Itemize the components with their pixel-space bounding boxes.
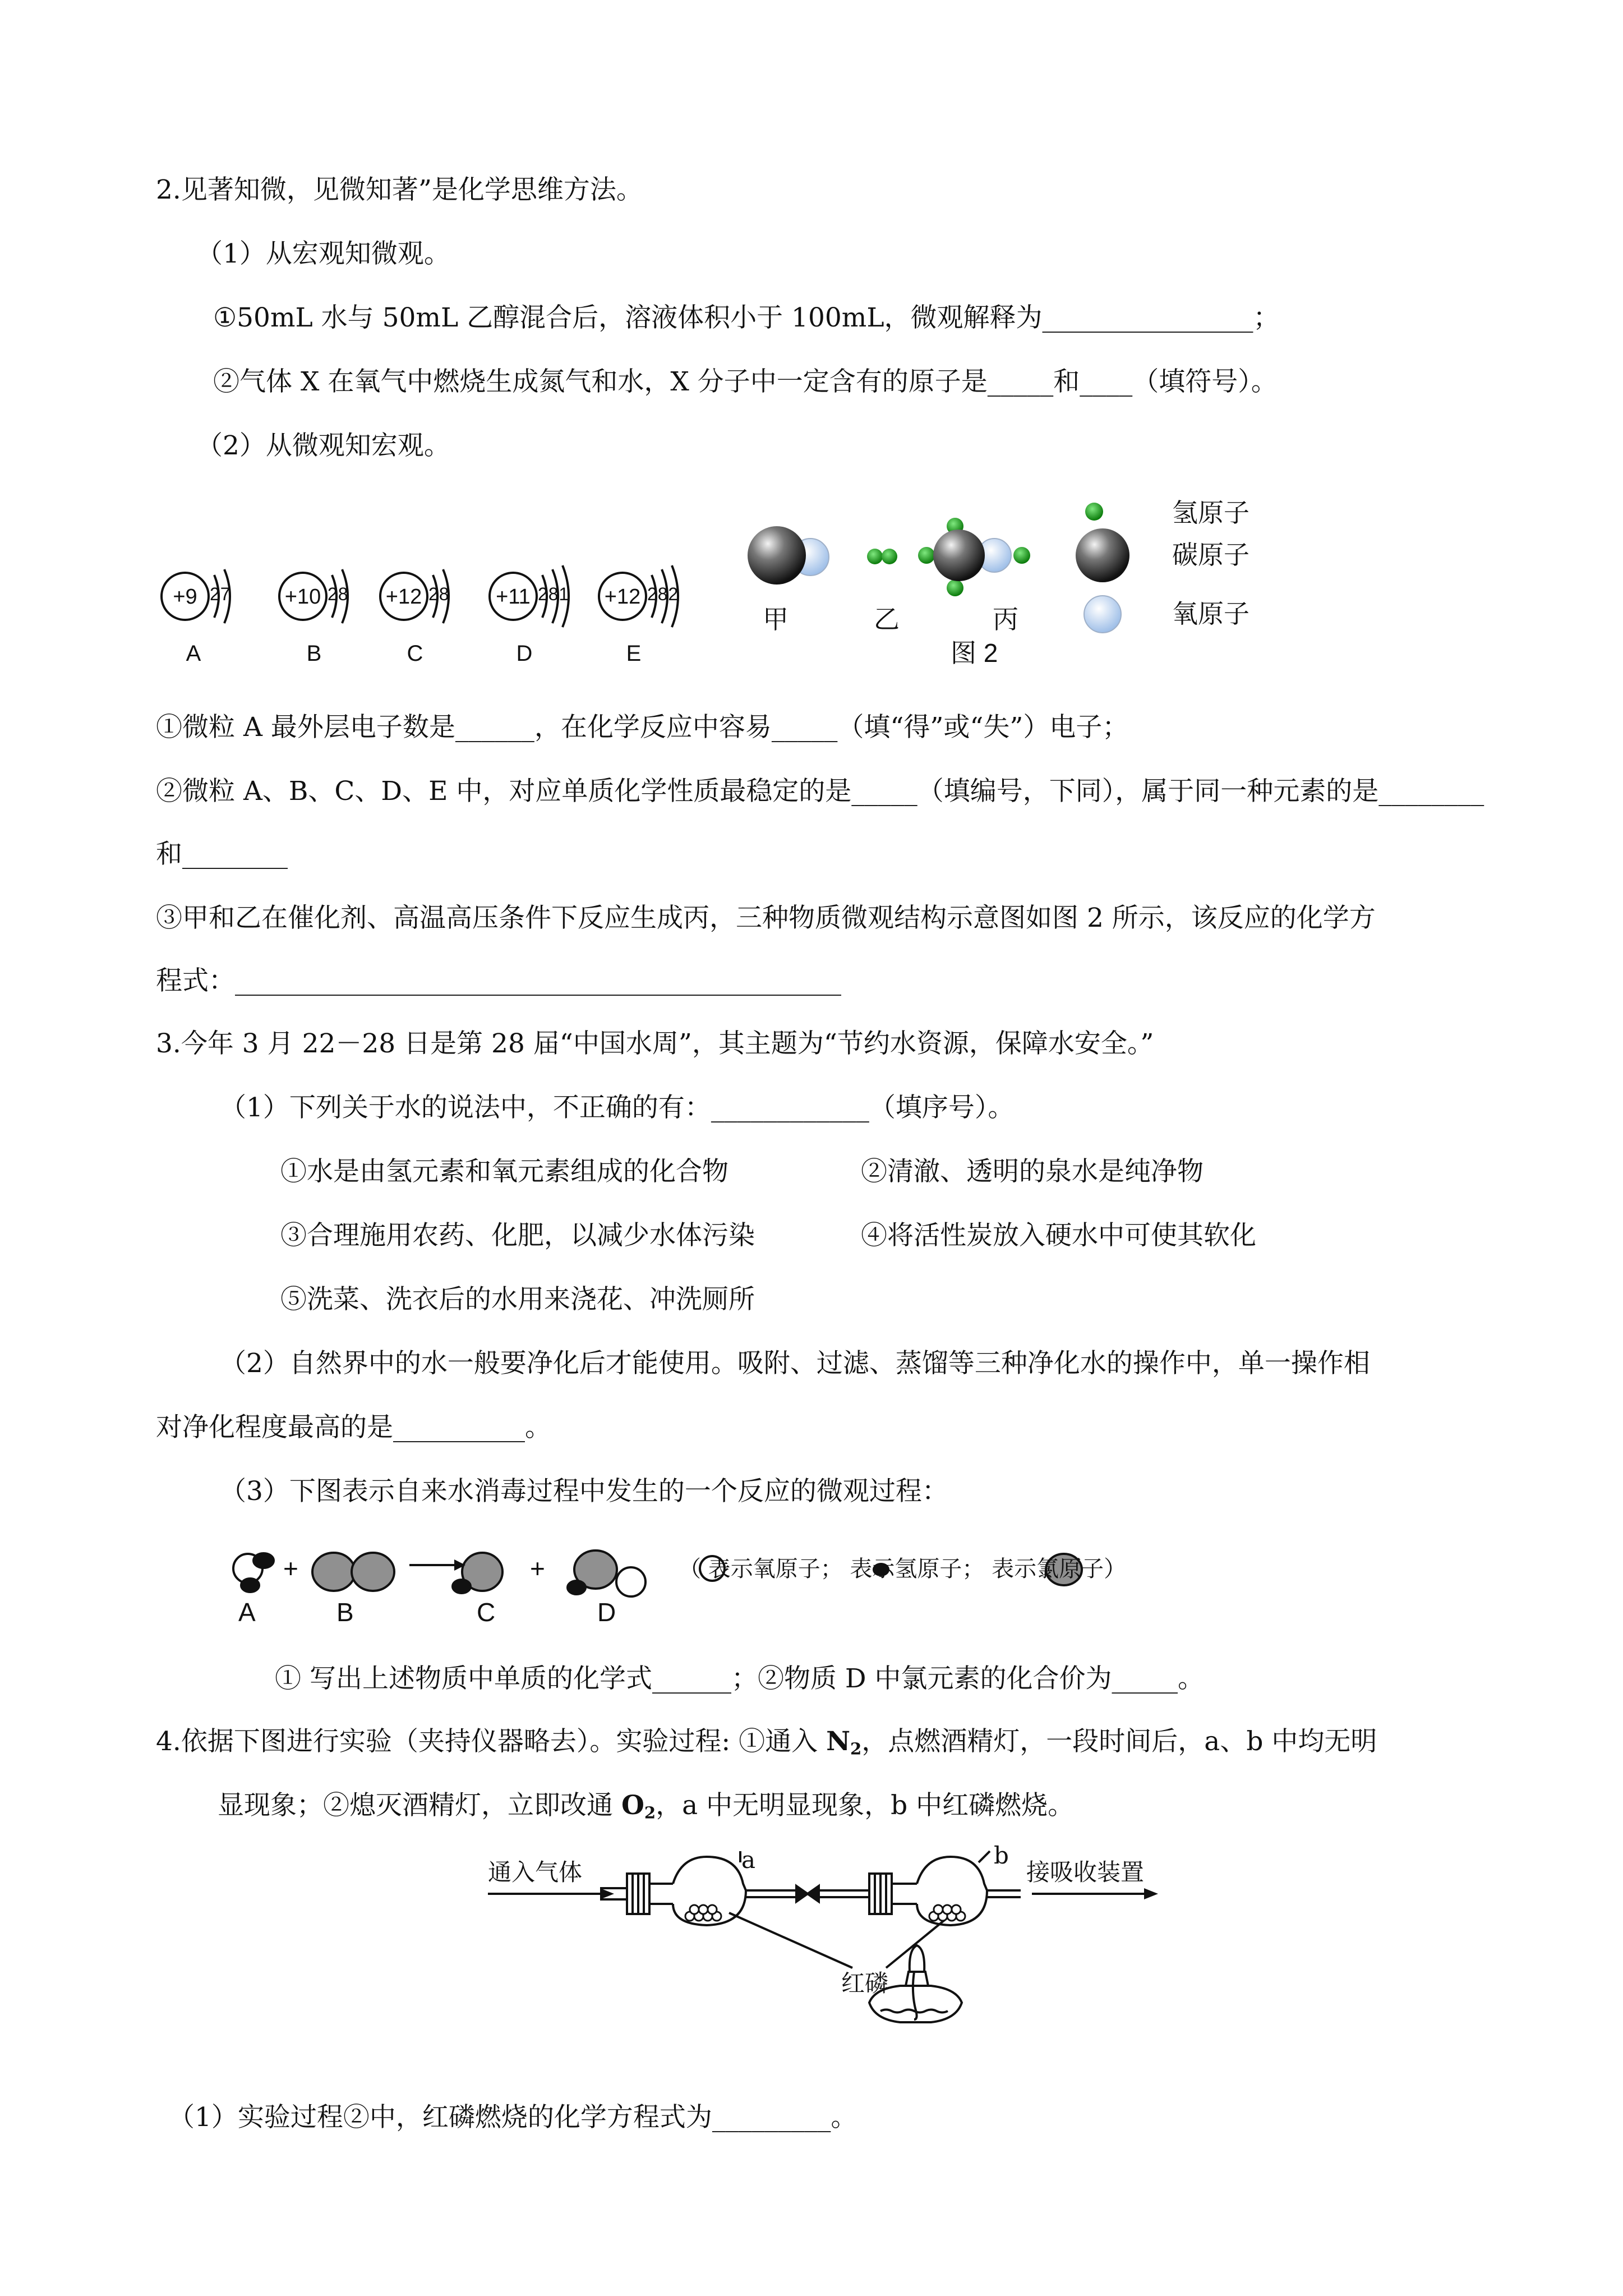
- o2-subscript: 2: [644, 1803, 656, 1823]
- atom-a-shells: 2 7: [210, 584, 228, 604]
- q4-line1: [156, 1727, 1377, 1759]
- atom-a-nucleus: +9: [173, 585, 197, 609]
- rxn-plus-2: +: [530, 1554, 545, 1583]
- rxn-label-b: B: [336, 1598, 354, 1627]
- q4-line2-pre: 显现象；②熄灭酒精灯，立即改通: [218, 1790, 621, 1821]
- o2-formula: [621, 1790, 656, 1821]
- legend-oxygen: 氧原子: [1172, 599, 1249, 628]
- atom-structure-figure: [151, 539, 712, 679]
- atom-d-label: D: [516, 641, 533, 666]
- q2-part1: （1）从宏观知微观。: [196, 238, 450, 269]
- q3-option-4: ④将活性炭放入硬水中可使其软化: [861, 1220, 1256, 1251]
- molecule-jia-label: 甲: [763, 605, 789, 634]
- atom-b-nucleus: +10: [284, 585, 321, 609]
- apparatus-figure: [482, 1842, 1211, 2036]
- q2-part2: （2）从微观知宏观。: [196, 430, 450, 461]
- atom-e-label: E: [626, 641, 642, 666]
- apparatus-label-a: a: [741, 1846, 756, 1874]
- q2-sub3: ③甲和乙在催化剂、高温高压条件下反应生成丙，三种物质微观结构示意图如图 2 所示，该反应的化学方: [156, 903, 1376, 933]
- molecule-figure: [723, 494, 1273, 684]
- rxn-plus-1: +: [283, 1554, 298, 1583]
- q3-option-5: ⑤洗菜、洗衣后的水用来浇花、冲洗厕所: [280, 1284, 755, 1315]
- q3-option-1: ①水是由氢元素和氧元素组成的化合物: [280, 1156, 728, 1187]
- q2-sub2b: 和________: [156, 839, 288, 869]
- q2-sub1: ①微粒 A 最外层电子数是______，在化学反应中容易_____（填“得”或“失”）电子；: [156, 712, 1129, 743]
- atom-d-nucleus: +11: [496, 585, 531, 609]
- q4-line1-post: ，点燃酒精灯，一段时间后，a、b 中均无明: [861, 1726, 1377, 1757]
- molecule-bing-label: 丙: [993, 605, 1018, 634]
- atom-e-shells: 2 8 2: [647, 584, 676, 604]
- atom-c-shells: 2 8: [428, 584, 447, 604]
- figure-2-caption: 图 2: [951, 638, 998, 668]
- q4-question-1: （1）实验过程②中，红磷燃烧的化学方程式为_________。: [168, 2102, 857, 2133]
- q2-title: 2.见著知微，见微知著”是化学思维方法。: [156, 174, 643, 205]
- q3-option-2: ②清澈、透明的泉水是纯净物: [861, 1156, 1204, 1187]
- atom-c-label: C: [407, 641, 423, 666]
- legend-carbon: 碳原子: [1172, 540, 1249, 569]
- n2-formula: [826, 1726, 861, 1757]
- q3-question: ① 写出上述物质中单质的化学式______；②物质 D 中氯元素的化合价为_____。: [275, 1663, 1205, 1694]
- legend-hydrogen: 氢原子: [1172, 498, 1249, 527]
- q4-line1-pre: 4.依据下图进行实验（夹持仪器略去）。实验过程: ①通入: [156, 1726, 827, 1757]
- q3-part1: （1）下列关于水的说法中，不正确的有：____________（填序号）。: [220, 1092, 1015, 1123]
- q2-item1: ①50mL 水与 50mL 乙醇混合后，溶液体积小于 100mL，微观解释为________________；: [213, 302, 1280, 333]
- q3-part3: （3）下图表示自来水消毒过程中发生的一个反应的微观过程：: [220, 1476, 948, 1507]
- q2-item2: ②气体 X 在氧气中燃烧生成氮气和水，X 分子中一定含有的原子是_____和____（填符号）。: [213, 366, 1278, 397]
- rxn-label-a: A: [238, 1598, 256, 1627]
- molecule-yi-label: 乙: [874, 605, 900, 634]
- q4-line2-post: ，a 中无明显现象，b 中红磷燃烧。: [656, 1790, 1075, 1821]
- reaction-figure: [219, 1537, 1239, 1632]
- q4-line2: [218, 1791, 1074, 1823]
- q2-sub3b: 程式：______________________________________________: [156, 965, 841, 996]
- q3-title: 3.今年 3 月 22－28 日是第 28 届“中国水周”，其主题为“节约水资源，保障水安全。”: [156, 1028, 1154, 1059]
- q2-sub2: ②微粒 A、B、C、D、E 中，对应单质化学性质最稳定的是_____（填编号，下同），属于同一种元素的是________: [156, 776, 1484, 807]
- n2-symbol: N: [826, 1726, 851, 1757]
- atom-b-shells: 2 8: [328, 584, 346, 604]
- atom-e-nucleus: +12: [604, 585, 641, 609]
- apparatus-phosphorus-label: 红磷: [841, 1970, 889, 1997]
- atom-d-shells: 2 8 1: [538, 584, 567, 604]
- rxn-label-d: D: [597, 1598, 616, 1627]
- q3-part2a: （2）自然界中的水一般要净化后才能使用。吸附、过滤、蒸馏等三种净化水的操作中，单一操作相: [220, 1348, 1370, 1379]
- atom-a-label: A: [186, 641, 201, 666]
- n2-subscript: 2: [850, 1739, 862, 1759]
- q3-part2b: 对净化程度最高的是__________。: [156, 1412, 551, 1443]
- apparatus-label-b: b: [994, 1842, 1009, 1869]
- apparatus-inlet-label: 通入气体: [488, 1858, 583, 1886]
- atom-c-nucleus: +12: [385, 585, 422, 609]
- o2-symbol: O: [621, 1790, 644, 1821]
- rxn-legend: （ 表示氧原子； 表示氢原子； 表示氯原子）: [679, 1556, 1127, 1582]
- apparatus-outlet-label: 接吸收装置: [1026, 1858, 1145, 1886]
- atom-b-label: B: [306, 641, 322, 666]
- q3-option-3: ③合理施用农药、化肥，以减少水体污染: [280, 1220, 755, 1251]
- rxn-label-c: C: [477, 1598, 496, 1627]
